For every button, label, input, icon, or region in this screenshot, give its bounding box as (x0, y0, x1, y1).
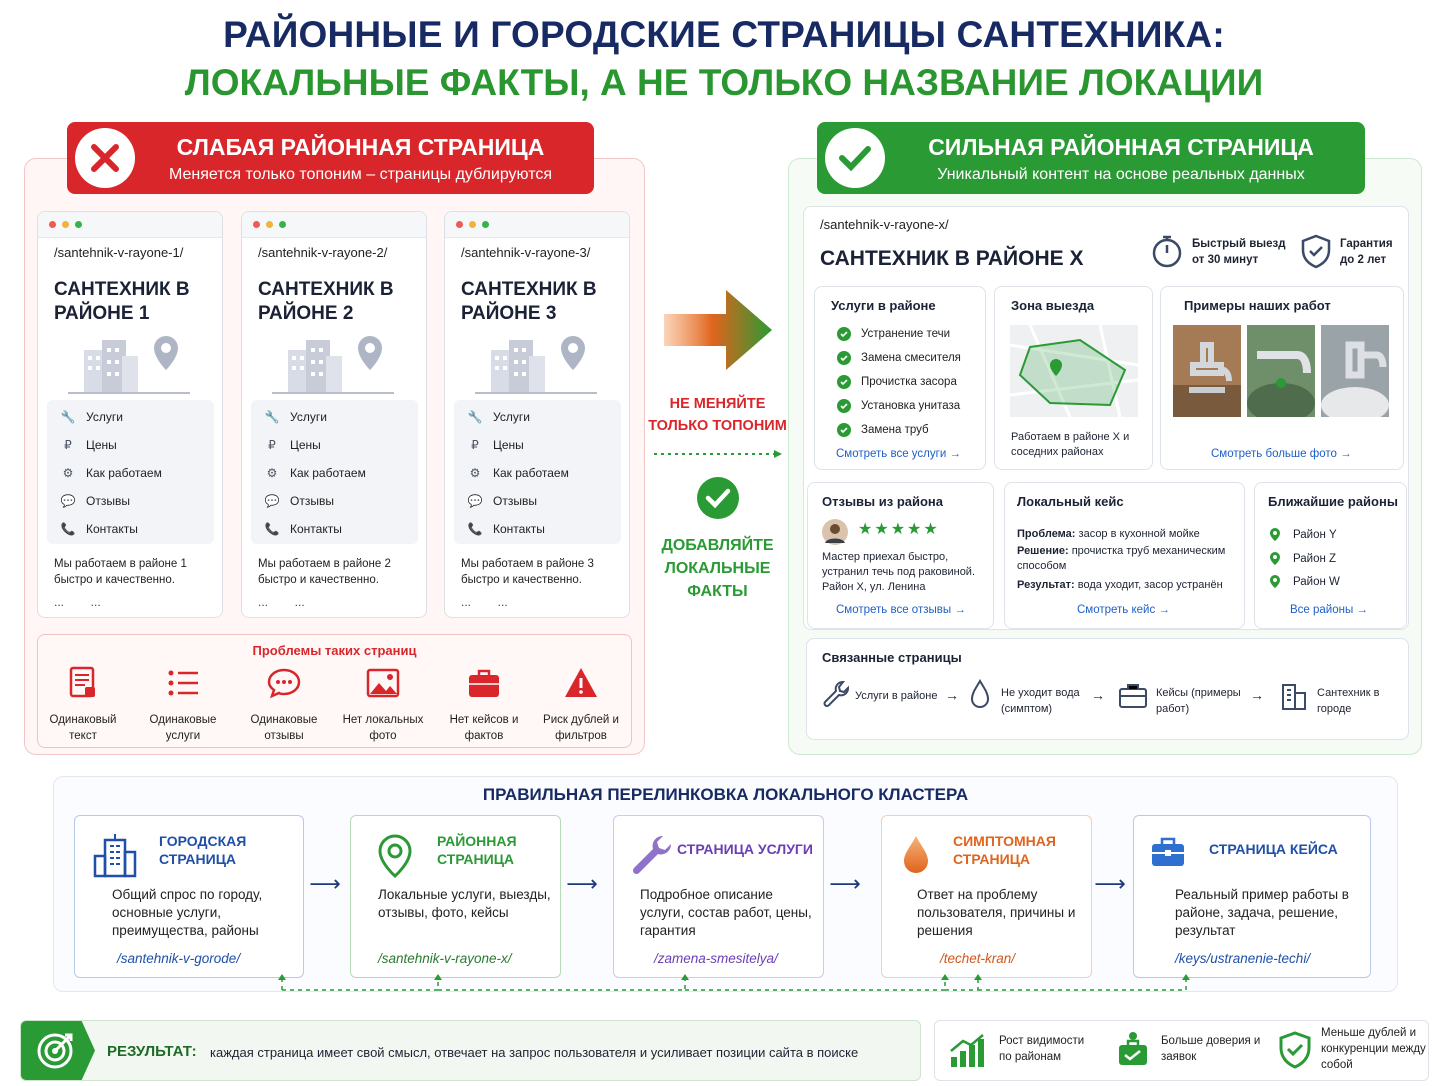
stopwatch-icon (1150, 233, 1184, 269)
link-block-district[interactable]: РАЙОННАЯ СТРАНИЦА Локальные услуги, выезды, отзывы, фото, кейсы /santehnik-v-rayone-x/ (350, 815, 561, 978)
menu-item-how: ⚙ Как работаем (466, 464, 569, 482)
card-title: САНТЕХНИК В РАЙОНЕ 3 (461, 279, 597, 324)
strong-page-banner (817, 122, 1365, 194)
gear-icon: ⚙ (469, 466, 481, 480)
flow-arrow-icon: ⟶ (829, 871, 861, 896)
menu-item-how: ⚙ Как работаем (263, 464, 366, 482)
strong-page-heading: САНТЕХНИК В РАЙОНЕ Х (820, 247, 1084, 270)
building-pin-icon (473, 330, 603, 396)
drop-icon (900, 834, 932, 876)
card-menu (251, 400, 418, 544)
service-item: Установка унитаза (837, 399, 960, 413)
check-icon (837, 351, 851, 365)
wrench-icon: 🔧 (264, 410, 280, 424)
chat-icon: 💬 (264, 494, 280, 508)
badge-guarantee: Гарантия до 2 лет (1340, 238, 1393, 266)
problems-title: Проблемы таких страниц (252, 643, 417, 658)
dotted-divider (652, 448, 784, 460)
problem-item: Одинаковые услуги (135, 665, 231, 744)
drop-icon (967, 679, 993, 711)
services-card: Услуги в районе Устранение течи Замена смесителя Прочистка засора Установка унитаза Замена труб Смотреть все услуги → (814, 286, 986, 470)
benefit-visibility: Рост видимости по районам (999, 1035, 1085, 1063)
reviews-card: Отзывы из района ★★★★★ Мастер приехал быстро, устранил течь под раковиной. Район Х, ул. Ленина Смотреть все отзывы → (807, 482, 994, 629)
zone-card: Зона выезда Работаем в районе Х и соседних районах (994, 286, 1153, 470)
card-url: /santehnik-v-rayone-3/ (461, 245, 591, 260)
shield-check-icon (1279, 1031, 1311, 1069)
review-stars: ★★★★★ (858, 521, 940, 538)
problem-item: Нет кейсов и фактов (436, 665, 532, 744)
wrench-icon (821, 679, 851, 709)
services-link[interactable]: Смотреть все услуги → (836, 448, 961, 460)
menu-item-reviews: 💬 Отзывы (264, 494, 334, 508)
problem-item: Одинаковый текст (35, 665, 131, 744)
browser-bar (242, 212, 426, 238)
gear-icon: ⚙ (266, 466, 278, 480)
result-bar (20, 1020, 921, 1081)
ruble-icon: ₽ (268, 438, 276, 452)
badge-fast: Быстрый выезд от 30 минут (1192, 238, 1286, 266)
menu-item-prices: ₽ Цены (263, 436, 321, 454)
work-photo-1 (1173, 325, 1241, 417)
building-icon (1279, 679, 1309, 711)
nearby-item[interactable]: Район Z (1269, 551, 1336, 566)
chat-bubble-icon (266, 665, 302, 701)
menu-item-reviews: 💬 Отзывы (60, 494, 130, 508)
main-title-line2: ЛОКАЛЬНЫЕ ФАКТЫ, А НЕ ТОЛЬКО НАЗВАНИЕ ЛОКАЦИИ (184, 62, 1264, 103)
weak-page-banner (67, 122, 594, 194)
related-item[interactable]: Услуги в районе (855, 690, 938, 702)
menu-item-prices: ₽ Цены (59, 436, 117, 454)
weak-card-1 (37, 211, 223, 618)
card-title: САНТЕХНИК В РАЙОНЕ 2 (258, 279, 394, 324)
link-block-city[interactable]: ГОРОДСКАЯ СТРАНИЦА Общий спрос по городу, основные услуги, преимущества, районы /santehnik-v-gorode/ (74, 815, 304, 978)
target-badge (21, 1021, 95, 1080)
case-problem: Проблема: засор в кухонной мойке (1017, 528, 1200, 540)
card-text: Мы работаем в районе 3 быстро и качественно. (461, 558, 594, 586)
warn-text: НЕ МЕНЯЙТЕ ТОЛЬКО ТОПОНИМ (648, 396, 787, 434)
problems-box (37, 634, 632, 748)
ruble-icon: ₽ (471, 438, 479, 452)
transition-arrow-icon (660, 288, 775, 372)
card-menu (47, 400, 214, 544)
strong-url: /santehnik-v-rayone-x/ (820, 217, 949, 232)
reviews-link[interactable]: Смотреть все отзывы → (836, 604, 966, 616)
phone-icon: 📞 (264, 522, 280, 536)
chat-icon: 💬 (467, 494, 483, 508)
problem-item: Одинаковые отзывы (236, 665, 332, 744)
related-item[interactable]: Сантехник в городе (1317, 687, 1380, 715)
flow-arrow-icon: ⟶ (566, 871, 598, 896)
phone-icon: 📞 (467, 522, 483, 536)
case-solution: Решение: прочистка труб механическим способом (1017, 545, 1226, 572)
card-url: /santehnik-v-rayone-1/ (54, 245, 184, 260)
avatar (822, 519, 848, 545)
strong-page-subtitle: Уникальный контент на основе реальных данных (937, 166, 1305, 183)
nearby-item[interactable]: Район W (1269, 574, 1340, 589)
menu-item-reviews: 💬 Отзывы (467, 494, 537, 508)
card-title: САНТЕХНИК В РАЙОНЕ 1 (54, 279, 190, 324)
briefcase-icon (466, 665, 502, 701)
link-block-symptom[interactable]: СИМПТОМНАЯ СТРАНИЦА Ответ на проблему пользователя, причины и решения /techet-kran/ (881, 815, 1092, 978)
link-block-case[interactable]: СТРАНИЦА КЕЙСА Реальный пример работы в районе, задача, решение, результат /keys/ustranenie-techi/ (1133, 815, 1371, 978)
weak-card-2 (241, 211, 427, 618)
map-icon (1010, 325, 1138, 417)
phone-icon: 📞 (60, 522, 76, 536)
menu-item-services: 🔧 Услуги (467, 410, 530, 424)
briefcase-icon (1150, 836, 1186, 868)
service-item: Прочистка засора (837, 375, 957, 389)
check-circle-icon (696, 476, 740, 520)
photos-link[interactable]: Смотреть больше фото → (1211, 448, 1352, 460)
document-icon (65, 665, 101, 701)
add-facts-text: ДОБАВЛЯЙТЕ ЛОКАЛЬНЫЕ ФАКТЫ (661, 537, 774, 600)
pin-icon (1269, 551, 1281, 566)
card-url: /santehnik-v-rayone-2/ (258, 245, 388, 260)
growth-chart-icon (949, 1033, 985, 1069)
zone-text: Работаем в районе Х и соседних районах (1011, 431, 1130, 458)
weak-card-3 (444, 211, 630, 618)
chat-icon: 💬 (60, 494, 76, 508)
check-icon (837, 327, 851, 341)
benefit-duplicates: Меньше дублей и конкуренции между собой (1321, 1027, 1426, 1071)
review-text: Мастер приехал быстро, устранил течь под раковиной. Район Х, ул. Ленина (822, 551, 976, 593)
work-photo-2 (1247, 325, 1315, 417)
result-label: РЕЗУЛЬТАТ: (107, 1043, 197, 1060)
card-menu (454, 400, 621, 544)
menu-item-contacts: 📞 Контакты (264, 522, 342, 536)
check-icon (837, 399, 851, 413)
menu-item-services: 🔧 Услуги (60, 410, 123, 424)
card-ellipsis: ... ... (461, 595, 508, 609)
nearby-link[interactable]: Все районы → (1290, 604, 1368, 616)
wrench-icon: 🔧 (467, 410, 483, 424)
linking-title: ПРАВИЛЬНАЯ ПЕРЕЛИНКОВКА ЛОКАЛЬНОГО КЛАСТЕРА (482, 785, 969, 804)
building-pin-icon (66, 330, 196, 396)
related-item[interactable]: Не уходит вода (симптом) (1001, 687, 1080, 715)
related-card: Связанные страницы Услуги в районе → Не уходит вода (симптом) → Кейсы (примеры работ) → Сантехник в городе (806, 638, 1409, 740)
link-block-service[interactable]: СТРАНИЦА УСЛУГИ Подробное описание услуги, состав работ, цены, гарантия /zamena-smesitelya/ (613, 815, 824, 978)
menu-item-contacts: 📞 Контакты (467, 522, 545, 536)
menu-item-how: ⚙ Как работаем (59, 464, 162, 482)
result-text: каждая страница имеет свой смысл, отвечает на запрос пользователя и усиливает позиции сайта в поиске (210, 1045, 859, 1060)
list-icon (165, 665, 201, 701)
pin-icon (1269, 574, 1281, 589)
arrow-icon: → (1091, 687, 1105, 703)
wrench-icon: 🔧 (60, 410, 76, 424)
card-text: Мы работаем в районе 2 быстро и качественно. (258, 558, 391, 586)
service-item: Замена труб (837, 423, 929, 437)
weak-page-title: СЛАБАЯ РАЙОННАЯ СТРАНИЦА (176, 134, 545, 160)
nearby-item[interactable]: Район Y (1269, 527, 1337, 542)
browser-bar (445, 212, 629, 238)
arrow-icon: → (1250, 687, 1264, 703)
main-title-line1: РАЙОННЫЕ И ГОРОДСКИЕ СТРАНИЦЫ САНТЕХНИКА: (223, 14, 1225, 55)
check-icon (837, 375, 851, 389)
flow-arrow-icon: ⟶ (309, 871, 341, 896)
work-photo-3 (1321, 325, 1389, 417)
browser-bar (38, 212, 222, 238)
briefcase-icon (1118, 681, 1148, 709)
card-text: Мы работаем в районе 1 быстро и качественно. (54, 558, 187, 586)
ruble-icon: ₽ (64, 438, 72, 452)
menu-item-contacts: 📞 Контакты (60, 522, 138, 536)
building-pin-icon (270, 330, 400, 396)
shield-check-icon (1300, 233, 1332, 269)
warning-icon (563, 665, 599, 701)
pin-icon (377, 834, 413, 878)
linking-section (53, 776, 1398, 992)
nearby-card: Ближайшие районы Район Y Район Z Район W Все районы → (1254, 482, 1407, 629)
pin-icon (1269, 527, 1281, 542)
photos-card: Примеры наших работ Смотреть больше фото → (1160, 286, 1404, 470)
check-icon (837, 423, 851, 437)
weak-page-subtitle: Меняется только топоним – страницы дублируются (168, 166, 552, 183)
case-result: Результат: вода уходит, засор устранён (1017, 579, 1223, 591)
flow-arrow-icon: ⟶ (1094, 871, 1126, 896)
card-ellipsis: ... ... (54, 595, 101, 609)
strong-page-title: СИЛЬНАЯ РАЙОННАЯ СТРАНИЦА (928, 134, 1314, 160)
arrow-icon: → (945, 687, 959, 703)
image-icon (365, 665, 401, 701)
service-item: Устранение течи (837, 327, 950, 341)
benefit-trust: Больше доверия и заявок (1161, 1035, 1261, 1063)
benefits-bar (934, 1020, 1429, 1081)
wrench-icon (630, 832, 674, 876)
gear-icon: ⚙ (62, 466, 74, 480)
case-card: Локальный кейс Проблема: засор в кухонной мойке Решение: прочистка труб механическим способом Результат: вода уходит, засор устранён Смотреть кейс → (1004, 482, 1245, 629)
related-item[interactable]: Кейсы (примеры работ) (1156, 687, 1241, 715)
handshake-icon (1115, 1031, 1151, 1069)
problem-item: Нет локальных фото (335, 665, 431, 744)
problem-item: Риск дублей и фильтров (533, 665, 629, 744)
service-item: Замена смесителя (837, 351, 961, 365)
cross-links (270, 972, 1200, 998)
case-link[interactable]: Смотреть кейс → (1077, 604, 1170, 616)
card-ellipsis: ... ... (258, 595, 305, 609)
menu-item-services: 🔧 Услуги (264, 410, 327, 424)
target-icon (35, 1030, 75, 1070)
building-icon (91, 832, 139, 880)
menu-item-prices: ₽ Цены (466, 436, 524, 454)
